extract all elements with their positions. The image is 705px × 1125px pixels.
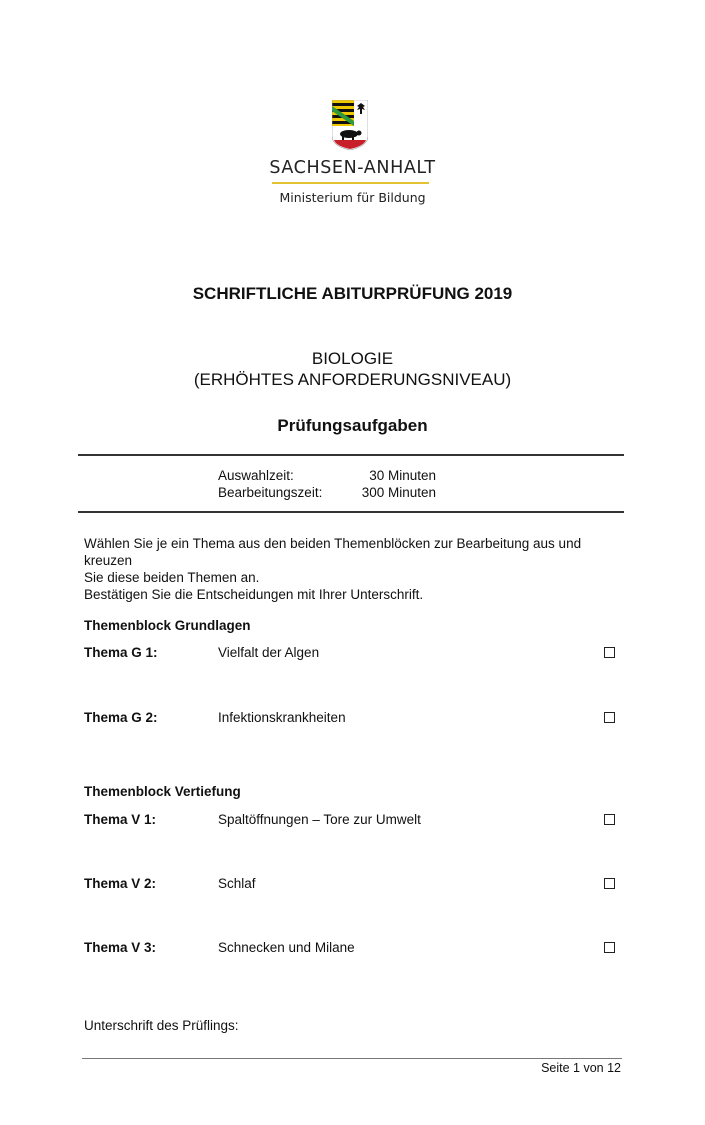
- page-title: SCHRIFTLICHE ABITURPRÜFUNG 2019: [192, 284, 513, 303]
- signature-line[interactable]: [82, 1058, 622, 1059]
- page-number: Seite 1 von 12: [541, 1061, 621, 1075]
- topic-title-v3: Schnecken und Milane: [218, 940, 355, 955]
- topic-label-g2: Thema G 2:: [84, 710, 158, 725]
- subject-heading: [0, 348, 705, 390]
- checkbox-g2[interactable]: [604, 712, 615, 723]
- page-subtitle: Prüfungsaufgaben: [277, 416, 428, 435]
- instruction-line-1: Wählen Sie je ein Thema aus den beiden Themenblöcken zur Bearbeitung aus und kreuzen: [84, 536, 582, 568]
- block-heading-grundlagen: Themenblock Grundlagen: [84, 618, 251, 633]
- checkbox-v1[interactable]: [604, 814, 615, 825]
- block-heading-vertiefung: Themenblock Vertiefung: [84, 784, 241, 799]
- time-value-work: 300 Minuten: [361, 485, 436, 500]
- instruction-line-3: Bestätigen Sie die Entscheidungen mit Ihrer Unterschrift.: [84, 587, 424, 602]
- subject-line-1: BIOLOGIE: [311, 349, 394, 368]
- topic-label-v2: Thema V 2:: [84, 876, 157, 891]
- time-label-work: Bearbeitungszeit:: [218, 485, 323, 500]
- divider-bottom: [78, 511, 624, 513]
- subject-line-2: (ERHÖHTES ANFORDERUNGSNIVEAU): [193, 370, 512, 389]
- brand-rule: [272, 182, 429, 184]
- topic-label-g1: Thema G 1:: [84, 645, 158, 660]
- instructions: [84, 535, 624, 603]
- topic-label-v3: Thema V 3:: [84, 940, 157, 955]
- time-value-selection: 30 Minuten: [369, 468, 436, 483]
- signature-label: Unterschrift des Prüflings:: [84, 1018, 239, 1033]
- checkbox-v2[interactable]: [604, 878, 615, 889]
- divider-top: [78, 454, 624, 456]
- time-label-selection: Auswahlzeit:: [218, 468, 294, 483]
- topic-title-v1: Spaltöffnungen – Tore zur Umwelt: [218, 812, 421, 827]
- topic-title-v2: Schlaf: [218, 876, 256, 891]
- topic-title-g2: Infektionskrankheiten: [218, 710, 346, 725]
- brand-name: SACHSEN-ANHALT: [269, 158, 436, 178]
- instruction-line-2: Sie diese beiden Themen an.: [84, 570, 260, 585]
- coat-of-arms-icon: [332, 100, 368, 150]
- topic-label-v1: Thema V 1:: [84, 812, 157, 827]
- checkbox-g1[interactable]: [604, 647, 615, 658]
- checkbox-v3[interactable]: [604, 942, 615, 953]
- ministry-name: Ministerium für Bildung: [279, 190, 426, 205]
- topic-title-g1: Vielfalt der Algen: [218, 645, 320, 660]
